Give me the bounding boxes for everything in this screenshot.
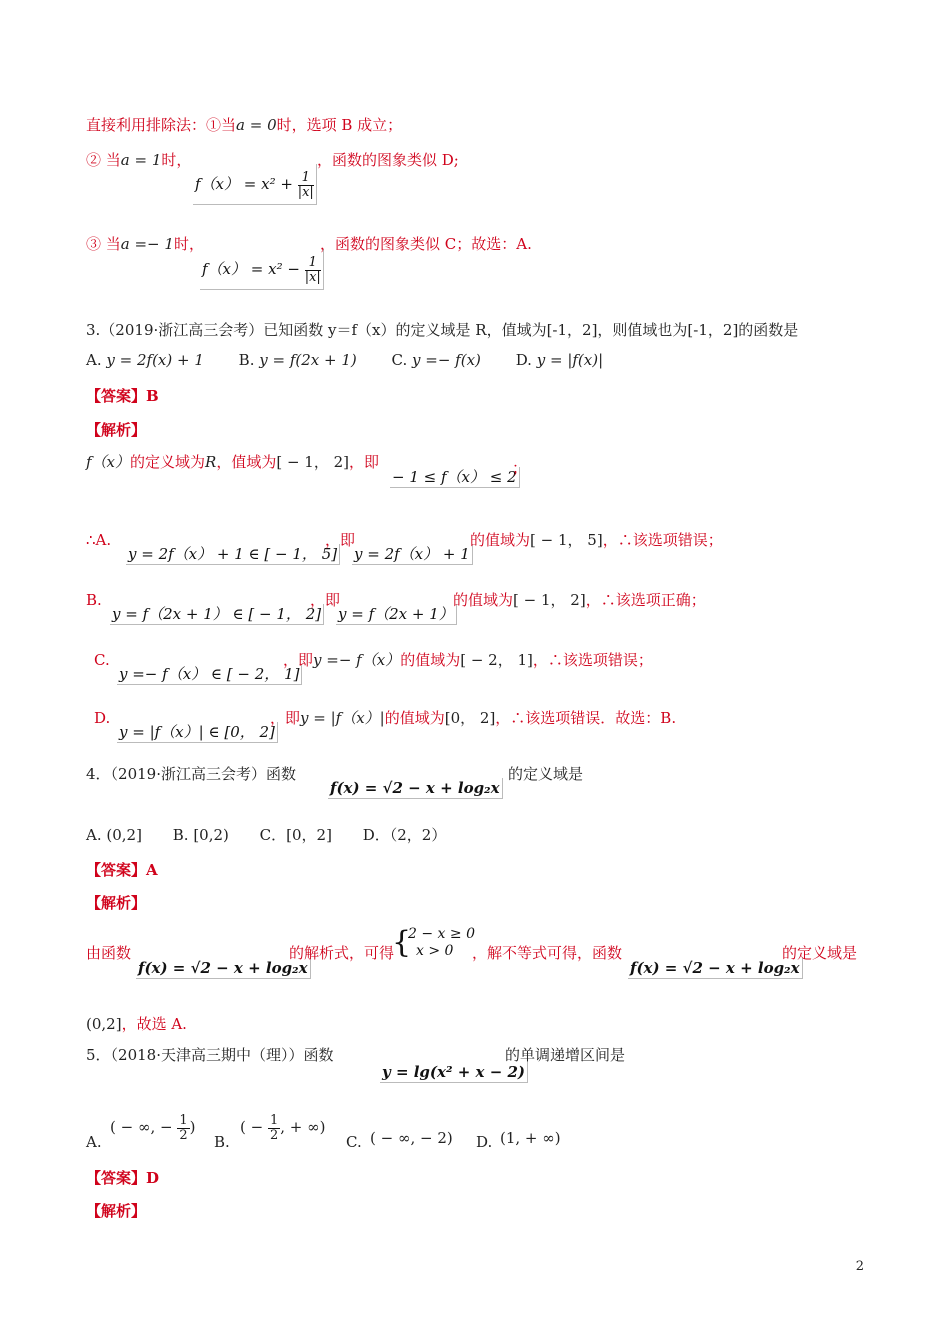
method-line: 直接利用排除法：①当a = 0时，选项 B 成立； [86,116,403,134]
q4-s-box1: f(x) = √2 − x + log₂x [136,958,311,979]
case-a1-line: ② 当a = 1时， [86,151,192,169]
q3-stem: 3.（2019·浙江高三会考）已知函数 y＝f（x）的定义域是 R，值域为[-1，2]，则值域也为[-1，2]的函数是 [86,321,799,339]
q5-stem-a: 5．（2018·天津高三期中（理））函数 [86,1046,334,1064]
page-number: 2 [855,1259,864,1274]
q4-s-conclusion: (0,2]，故选 A. [86,1015,187,1033]
q3-options: A. y = 2f(x) + 1 B. y = f(2x + 1) C. y =− f(x) D. y = |f(x)| [86,351,604,369]
q4-options: A. (0,2] B. [0,2) C．[0，2] D．（2，2） [86,826,447,844]
q4-stem-b: 的定义域是 [508,765,584,783]
q5-optA: ( − ∞, − $\frac{1}{2}$ ) [110,1112,196,1143]
case-am1-line: ③ 当a =− 1时， [86,235,204,253]
q4-s-box2: f(x) = √2 − x + log₂x [628,958,803,979]
q3-s1-end: ； [512,459,528,477]
case-a1-tail: ，函数的图象类似 D; [317,151,459,169]
q4-stem-box: f(x) = √2 − x + log₂x [328,778,503,799]
q3-sA-box1: y = 2f（x） + 1 ∈ [ − 1， 5] [126,544,340,565]
q3-analysis: 【解析】 [86,421,147,439]
q5-optD: (1, + ∞) [500,1129,561,1147]
q3-sA-end: 的值域为[ − 1， 5]，∴该选项错误； [470,531,723,549]
q3-sB-label: B. [86,591,102,609]
q4-s-d: 的定义域是 [782,944,858,962]
q5-optD-label: D. [476,1133,493,1151]
q3-s1-box: − 1 ≤ f（x） ≤ 2 [390,467,520,488]
q4-s-a: 由函数 [86,944,132,962]
q3-sA-label: ∴A. [86,531,112,549]
q3-sA-mid: ，即 [325,531,356,549]
formula-am1: f（x） = x² − $\frac{1}{|x|}$ [200,249,324,290]
q5-optB: ( − $\frac{1}{2}$ , + ∞) [240,1112,326,1143]
q4-s-b: 的解析式，可得 [289,944,395,962]
q4-answer: 【答案】A [86,861,158,879]
q3-sD-end: ，即y = |f（x）|的值域为[0， 2]，∴该选项错误．故选：B. [270,709,677,727]
q3-sB-box1: y = f（2x + 1） ∈ [ − 1， 2] [110,604,324,625]
q3-sD-label: D. [94,709,111,727]
q3-sD-box1: y = |f（x）| ∈ [0， 2] [117,722,278,743]
formula-a1: f（x） = x² + $\frac{1}{|x|}$ [193,164,317,205]
q3-sA-box2: y = 2f（x） + 1 [352,544,473,565]
q4-analysis: 【解析】 [86,894,147,912]
q3-sB-box2: y = f（2x + 1） [336,604,457,625]
q5-analysis: 【解析】 [86,1202,147,1220]
case-am1-tail: ，函数的图象类似 C；故选：A. [320,235,532,253]
q3-answer: 【答案】B [86,387,159,405]
q5-optC: ( − ∞, − 2) [370,1129,453,1147]
q5-optB-label: B. [214,1133,230,1151]
q3-sC-box1: y =− f（x） ∈ [ − 2， 1] [117,664,302,685]
q5-answer: 【答案】D [86,1169,160,1187]
q4-stem-a: 4．（2019·浙江高三会考）函数 [86,765,296,783]
q5-stem-b: 的单调递增区间是 [505,1046,626,1064]
q5-optA-label: A. [86,1133,102,1151]
q5-stem-box: y = lg(x² + x − 2) [380,1062,528,1083]
q3-sB-end: 的值域为[ − 1， 2]，∴该选项正确； [453,591,706,609]
q5-optC-label: C. [346,1133,362,1151]
q3-sC-label: C. [94,651,110,669]
q3-sB-mid: ，即 [310,591,341,609]
q3-sC-end: ，即y =− f（x）的值域为[ − 2， 1]，∴该选项错误； [283,651,653,669]
q3-s1: f（x）的定义域为R，值域为[ − 1， 2]，即 [86,453,380,471]
q4-s-c: ，解不等式可得，函数 [472,944,623,962]
q4-system: { 2 − x ≥ 0 x > 0 [392,925,475,960]
